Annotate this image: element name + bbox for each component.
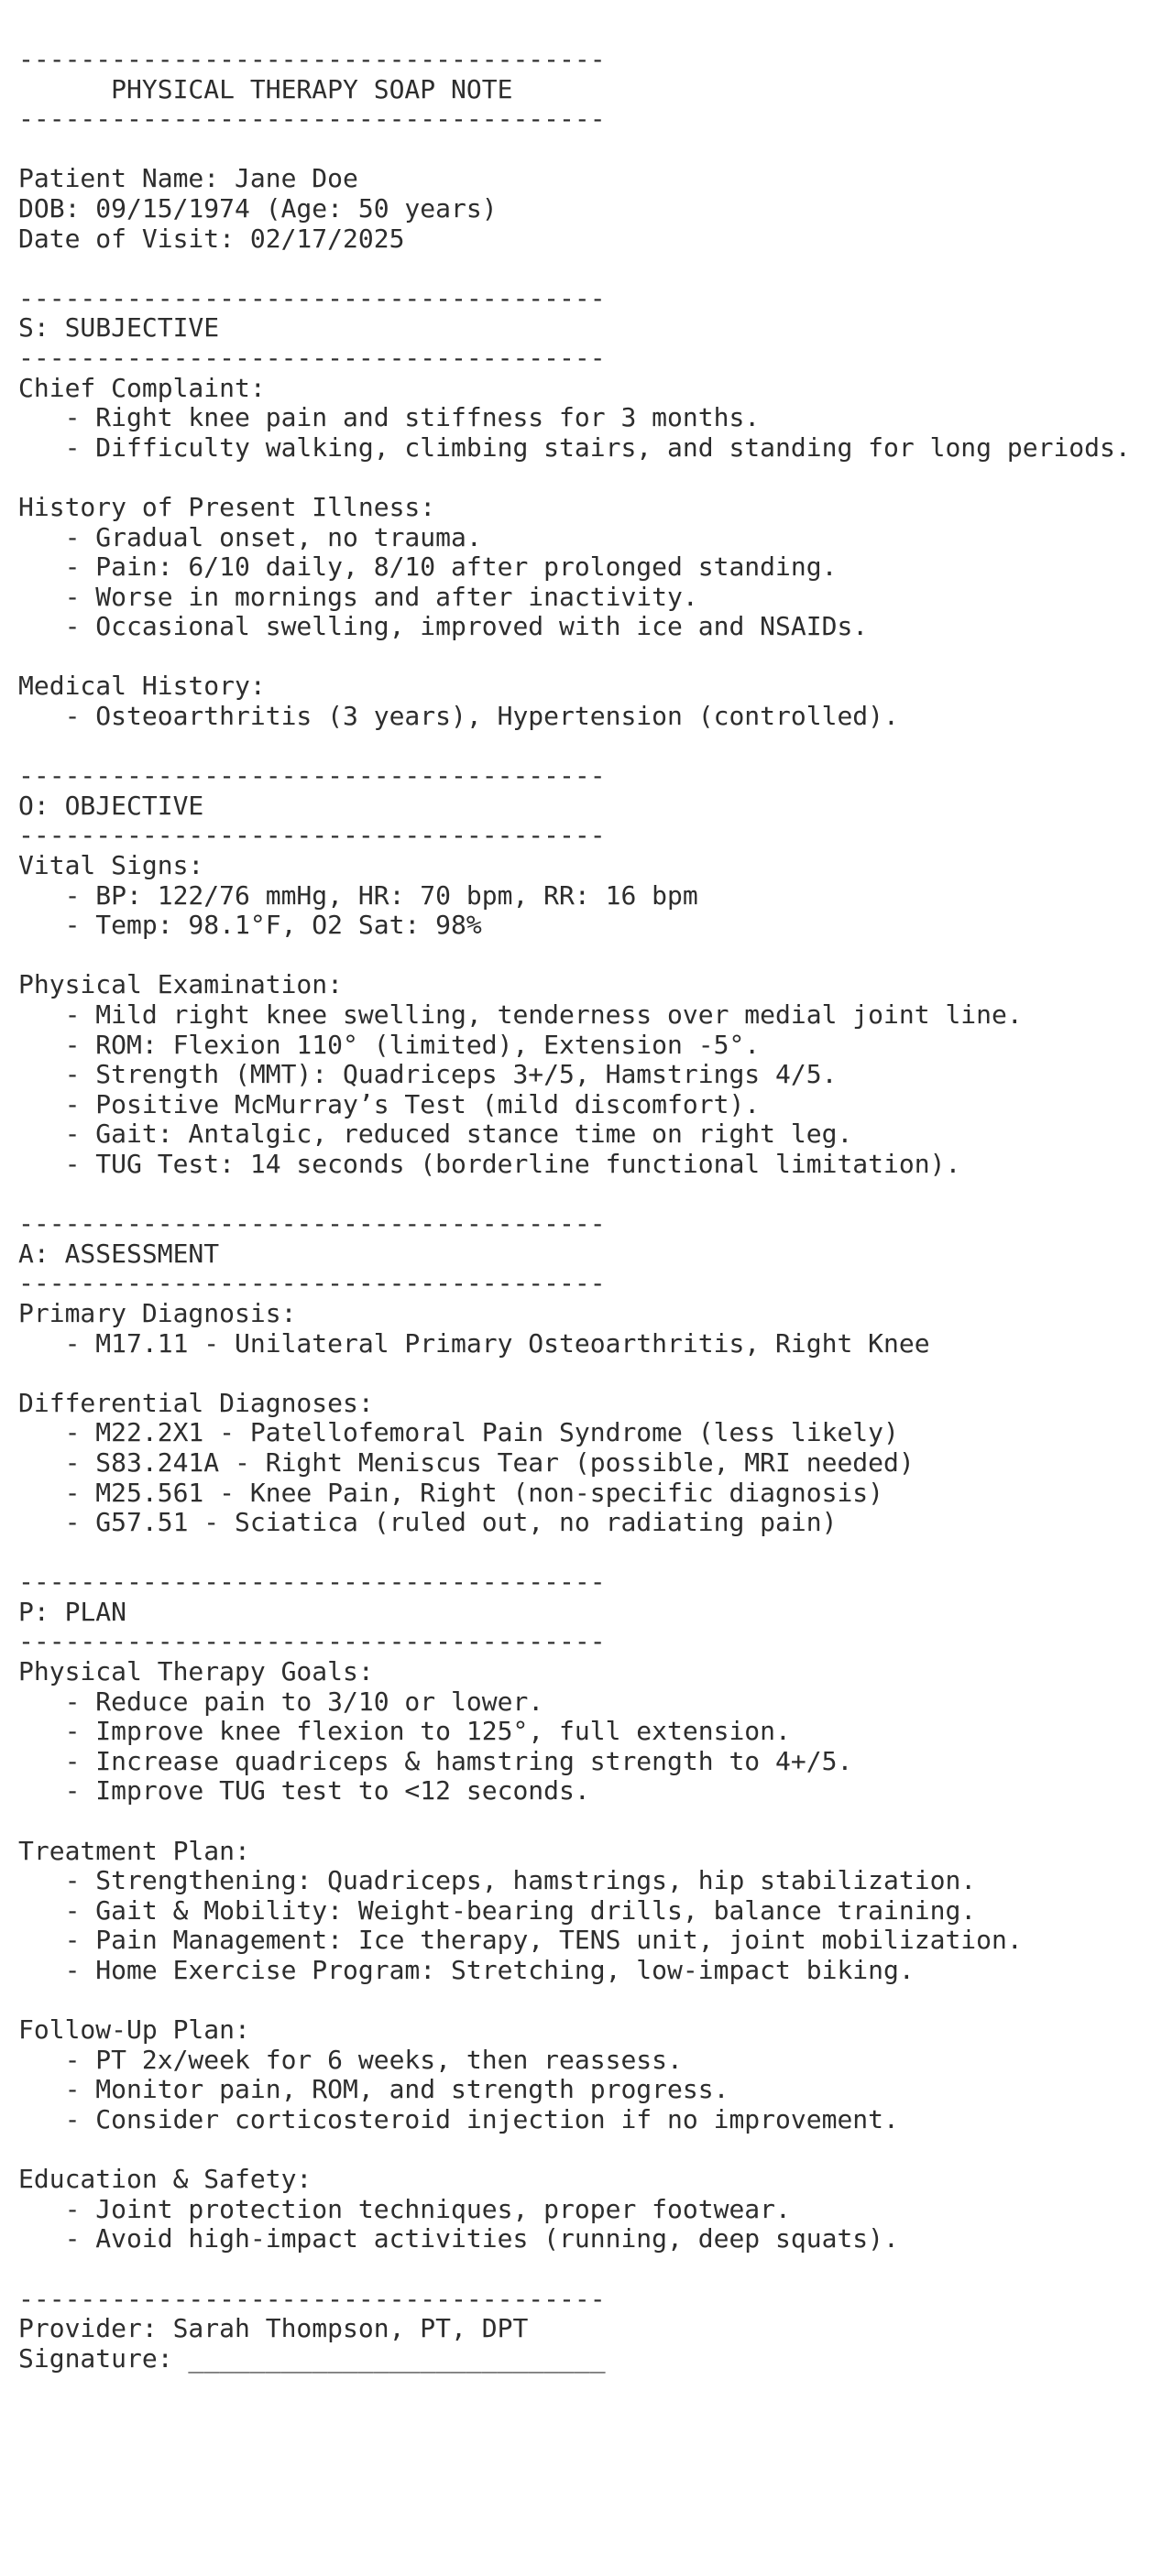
separator-line: --------------------------------------	[18, 1566, 606, 1598]
blank-line	[18, 2135, 1131, 2166]
separator-line: --------------------------------------	[18, 760, 606, 791]
subsection-label: Differential Diagnoses:	[18, 1387, 374, 1418]
list-item: - PT 2x/week for 6 weeks, then reassess.	[18, 2044, 683, 2075]
separator-line: --------------------------------------	[18, 44, 606, 74]
separator-line: --------------------------------------	[18, 2283, 606, 2314]
list-item: - G57.51 - Sciatica (ruled out, no radiating pain)	[18, 1507, 838, 1538]
blank-line	[18, 463, 1131, 493]
list-item: - Pain Management: Ice therapy, TENS unit, joint mobilization.	[18, 1925, 1023, 1956]
blank-line	[18, 1359, 1131, 1389]
patient-dob: DOB: 09/15/1974 (Age: 50 years)	[18, 192, 498, 224]
list-item: - M25.561 - Knee Pain, Right (non-specific diagnosis)	[18, 1477, 884, 1508]
list-item: - Positive McMurray’s Test (mild discomfort).	[18, 1088, 761, 1119]
list-item: - Avoid high-impact activities (running, deep squats).	[18, 2223, 899, 2254]
list-item: - ROM: Flexion 110° (limited), Extension -5°.	[18, 1029, 761, 1060]
list-item: - Gait: Antalgic, reduced stance time on right leg.	[18, 1119, 853, 1150]
patient-name: Patient Name: Jane Doe	[18, 163, 358, 194]
section-heading: P: PLAN	[18, 1596, 127, 1627]
list-item: - M17.11 - Unilateral Primary Osteoarthritis, Right Knee	[18, 1327, 930, 1359]
blank-line	[18, 1538, 1131, 1568]
subsection-label: Vital Signs:	[18, 850, 204, 881]
blank-line	[18, 1986, 1131, 2016]
subsection-label: Follow-Up Plan:	[18, 2014, 250, 2046]
subsection-label: Primary Diagnosis:	[18, 1297, 297, 1328]
subsection-label: Physical Therapy Goals:	[18, 1656, 374, 1687]
list-item: - Pain: 6/10 daily, 8/10 after prolonged standing.	[18, 551, 838, 583]
blank-line	[18, 1180, 1131, 1210]
list-item: - S83.241A - Right Meniscus Tear (possible, MRI needed)	[18, 1446, 915, 1478]
subsection-label: Treatment Plan:	[18, 1835, 250, 1866]
separator-line: --------------------------------------	[18, 1626, 606, 1657]
document-title: PHYSICAL THERAPY SOAP NOTE	[18, 73, 513, 104]
list-item: - Gradual onset, no trauma.	[18, 521, 482, 552]
subsection-label: Chief Complaint:	[18, 372, 266, 403]
separator-line: --------------------------------------	[18, 1208, 606, 1239]
list-item: - Monitor pain, ROM, and strength progress.	[18, 2074, 729, 2105]
list-item: - M22.2X1 - Patellofemoral Pain Syndrome (less likely)	[18, 1417, 899, 1448]
blank-line	[18, 941, 1131, 971]
list-item: - Temp: 98.1°F, O2 Sat: 98%	[18, 910, 482, 941]
subsection-label: Physical Examination:	[18, 969, 344, 1000]
subsection-label: Medical History:	[18, 671, 266, 702]
blank-line	[18, 732, 1131, 762]
list-item: - Osteoarthritis (3 years), Hypertension (controlled).	[18, 701, 899, 732]
separator-line: --------------------------------------	[18, 282, 606, 313]
separator-line: --------------------------------------	[18, 342, 606, 373]
list-item: - Strength (MMT): Quadriceps 3+/5, Hamstrings 4/5.	[18, 1059, 838, 1090]
soap-note-document	[18, 45, 1131, 2374]
separator-line: --------------------------------------	[18, 820, 606, 851]
section-heading: S: SUBJECTIVE	[18, 312, 220, 344]
visit-date: Date of Visit: 02/17/2025	[18, 223, 405, 254]
blank-line	[18, 2254, 1131, 2285]
list-item: - Mild right knee swelling, tenderness over medial joint line.	[18, 999, 1023, 1030]
list-item: - Strengthening: Quadriceps, hamstrings, hip stabilization.	[18, 1865, 977, 1896]
list-item: - Increase quadriceps & hamstring strength to 4+/5.	[18, 1745, 853, 1776]
separator-line: --------------------------------------	[18, 104, 606, 135]
subsection-label: Education & Safety:	[18, 2164, 312, 2195]
list-item: - Occasional swelling, improved with ice and NSAIDs.	[18, 611, 869, 642]
list-item: - Joint protection techniques, proper footwear.	[18, 2193, 791, 2224]
blank-line	[18, 135, 1131, 165]
list-item: - Gait & Mobility: Weight-bearing drills, balance training.	[18, 1894, 977, 1926]
blank-line	[18, 1806, 1131, 1837]
list-item: - Consider corticosteroid injection if no improvement.	[18, 2103, 899, 2134]
list-item: - TUG Test: 14 seconds (borderline functional limitation).	[18, 1148, 961, 1179]
list-item: - BP: 122/76 mmHg, HR: 70 bpm, RR: 16 bpm	[18, 879, 698, 911]
list-item: - Right knee pain and stiffness for 3 months.	[18, 402, 761, 433]
blank-line	[18, 254, 1131, 284]
list-item: - Difficulty walking, climbing stairs, and standing for long periods.	[18, 431, 1131, 463]
blank-line	[18, 642, 1131, 672]
list-item: - Improve knee flexion to 125°, full extension.	[18, 1716, 791, 1747]
list-item: - Reduce pain to 3/10 or lower.	[18, 1686, 544, 1717]
subsection-label: History of Present Illness:	[18, 491, 436, 522]
signature-line: Signature: ___________________________	[18, 2342, 606, 2374]
section-heading: O: OBJECTIVE	[18, 790, 204, 821]
section-heading: A: ASSESSMENT	[18, 1238, 220, 1269]
list-item: - Worse in mornings and after inactivity.	[18, 581, 698, 612]
list-item: - Improve TUG test to <12 seconds.	[18, 1775, 590, 1806]
separator-line: --------------------------------------	[18, 1268, 606, 1299]
list-item: - Home Exercise Program: Stretching, low-impact biking.	[18, 1955, 915, 1985]
provider-line: Provider: Sarah Thompson, PT, DPT	[18, 2313, 529, 2344]
